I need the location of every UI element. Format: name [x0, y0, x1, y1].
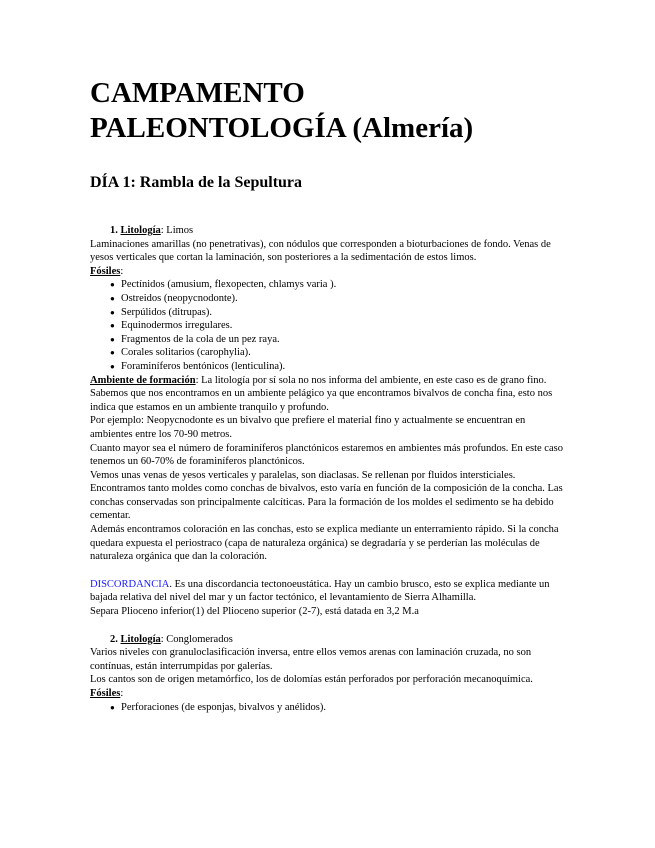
section-1-value: : Limos	[160, 225, 194, 236]
fossils-heading-2	[90, 687, 568, 701]
paragraph: Los cantos son de origen metamórfico, los de dolomías están perforados por perforación mecanoquímica.	[90, 674, 533, 686]
document-page	[90, 76, 568, 714]
paragraph: Además encontramos coloración en las conchas, esto se explica mediante un enterramiento rápido. Si la concha quedara expuesta el periostraco (capa de naturaleza orgánica) se degradaría y se perderían las moléculas de naturaleza orgánica que dan la coloración.	[90, 524, 559, 563]
list-item: ● Perforaciones (de esponjas, bivalvos y anélidos).	[90, 701, 568, 715]
section-2	[90, 633, 568, 715]
discordance-dating: Separa Plioceno inferior(1) del Plioceno superior (2-7), está datada en 3,2 M.a	[90, 606, 419, 618]
discordance-text: . Es una discordancia tectonoeustática. Hay un cambio brusco, esto se explica mediante un bajada relativa del nivel del mar y un factor tectónico, el levantamiento de Sierra Alhamilla.	[90, 578, 550, 604]
fossils-label: Fósiles	[90, 265, 121, 277]
section-2-number: 2.	[110, 633, 118, 645]
environment-text: : La litología por sí sola no nos informa del ambiente, en este caso es de grano fino. Sabemos que nos encontramos en un ambiente pelágico ya que encontramos bivalvos de concha fina, esto nos indica que estamos en un ambiente tranquilo y profundo.	[90, 374, 553, 413]
paragraph: Vemos unas venas de yesos verticales y paralelas, son diaclasas. Se rellenan por fluidos intersticiales.	[90, 469, 516, 481]
section-1-heading	[90, 224, 568, 238]
fossils-label-2: Fósiles	[90, 688, 121, 699]
list-item: ● Ostreidos (neopycnodonte).	[90, 292, 568, 306]
section-1-label: Litología	[120, 225, 161, 236]
section-2-heading	[90, 633, 568, 647]
paragraph: Varios niveles con granuloclasificación inversa, entre ellos vemos arenas con laminación cruzada, no son contínuas, están interrumpidas por galerías.	[90, 647, 532, 672]
fossils-colon-2: :	[120, 688, 124, 699]
list-item: ● Foraminíferos bentónicos (lenticulina).	[90, 360, 568, 374]
environment-paragraph	[90, 374, 568, 415]
list-item: ● Fragmentos de la cola de un pez raya.	[90, 333, 568, 347]
fossils-colon: :	[120, 265, 124, 277]
paragraph: Por ejemplo: Neopycnodonte es un bivalvo que prefiere el material fino y actualmente se encuentran en ambientes entre los 70-90 metros.	[90, 415, 526, 440]
title-line-2: PALEONTOLOGÍA (Almería)	[90, 112, 474, 144]
fossils-list-2	[90, 701, 568, 715]
list-item: ● Corales solitarios (carophylia).	[90, 346, 568, 360]
document-title	[90, 76, 568, 146]
day-heading: DÍA 1: Rambla de la Sepultura	[90, 174, 303, 191]
discordance-paragraph	[90, 578, 568, 605]
discordance-label: DISCORDANCIA	[90, 578, 170, 590]
paragraph: Encontramos tanto moldes como conchas de bivalvos, esto varía en función de la composición de la concha. Las conchas conservadas son principalmente calcíticas. Para la formación de los moldes el sedimento se ha debido cementar.	[90, 483, 563, 522]
title-line-1: CAMPAMENTO	[90, 77, 305, 109]
fossils-list	[90, 278, 568, 373]
list-item: ● Equinodermos irregulares.	[90, 319, 568, 333]
list-item: ● Pectínidos (amusium, flexopecten, chlamys varia ).	[90, 278, 568, 292]
section-2-value: : Conglomerados	[160, 633, 233, 645]
section-1-paragraph: Laminaciones amarillas (no penetrativas), con nódulos que corresponden a bioturbaciones de fondo. Venas de yesos verticales que cortan la laminación, son posteriores a la sedimentación de estos limos.	[90, 238, 551, 264]
section-2-label: Litología	[120, 633, 161, 645]
section-1	[90, 224, 568, 619]
section-1-number: 1.	[110, 225, 118, 236]
environment-label: Ambiente de formación	[90, 374, 196, 386]
list-item: ● Serpúlidos (ditrupas).	[90, 306, 568, 320]
paragraph: Cuanto mayor sea el número de foraminíferos planctónicos estaremos en ambientes más profundos. En este caso tenemos un 60-70% de foraminíferos planctónicos.	[90, 442, 563, 468]
fossils-heading	[90, 265, 568, 279]
